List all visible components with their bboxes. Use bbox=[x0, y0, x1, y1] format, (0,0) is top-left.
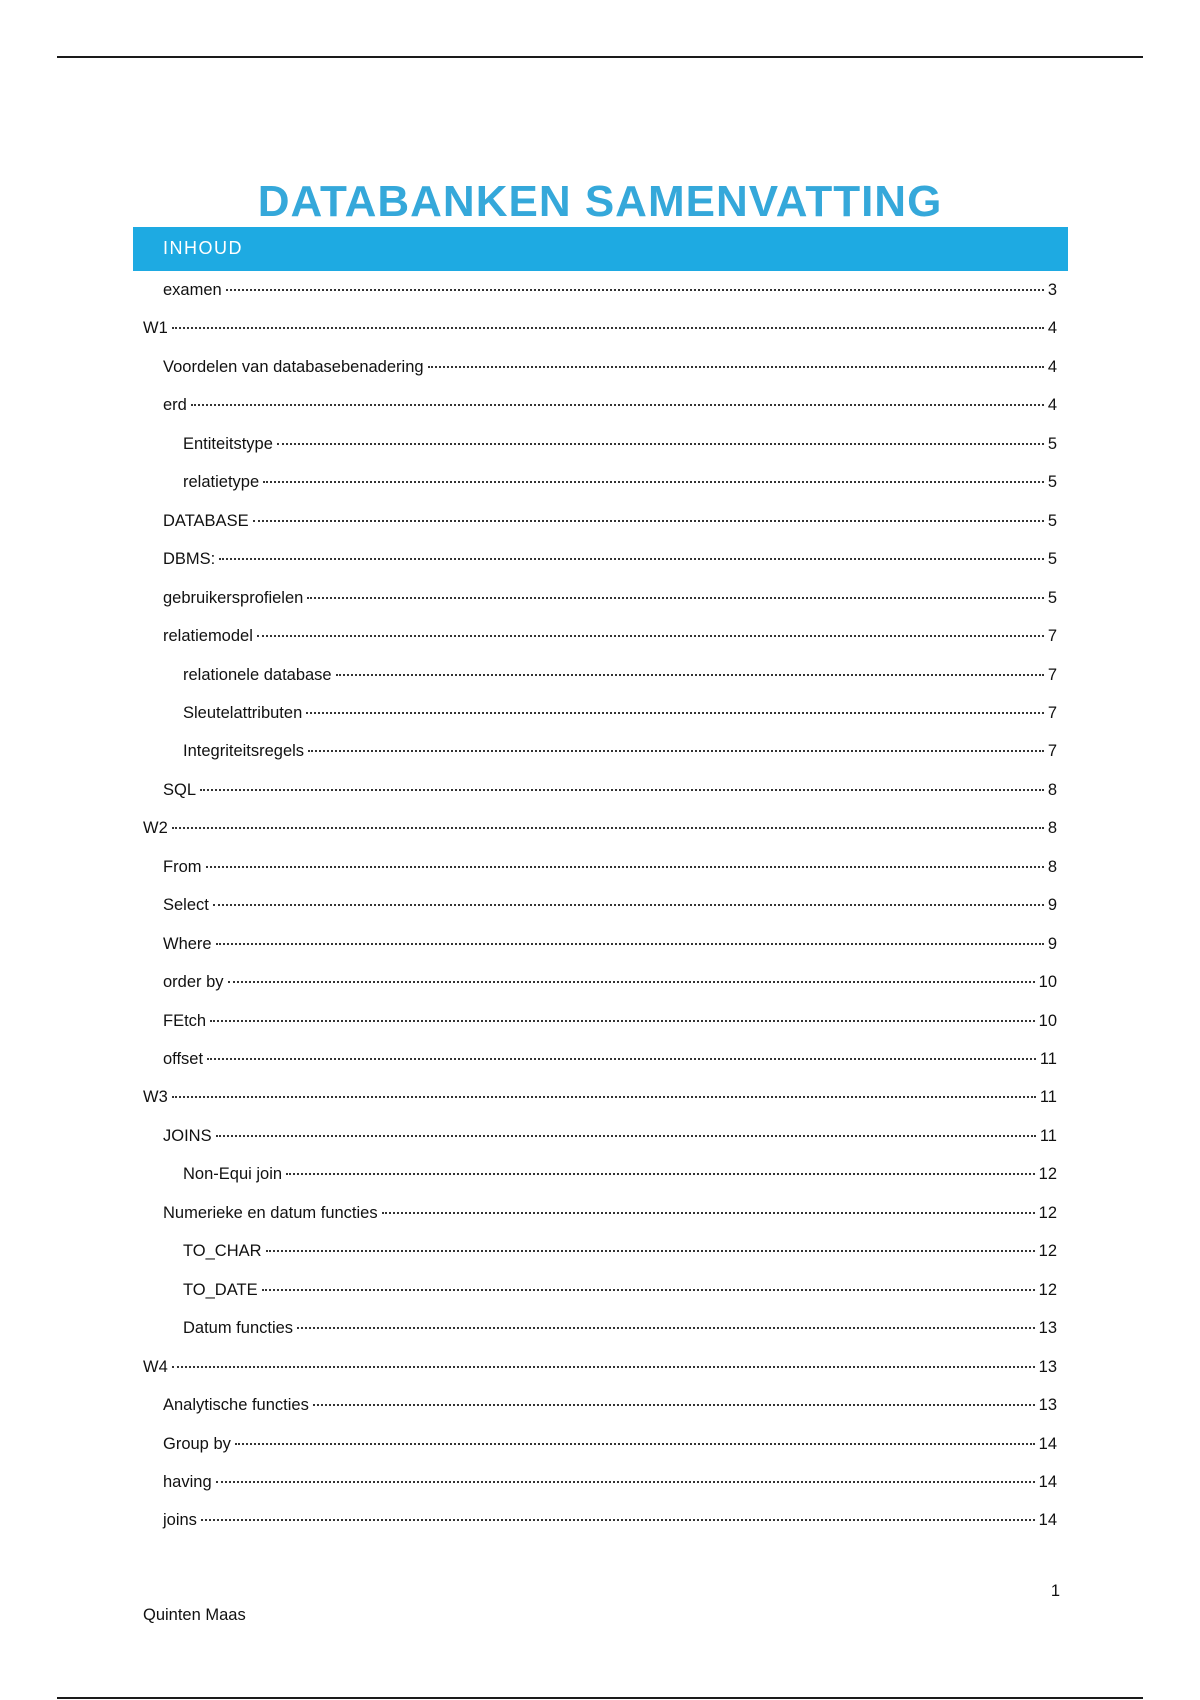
toc-entry-page: 12 bbox=[1038, 1203, 1057, 1222]
toc-entry-label: W1 bbox=[143, 319, 168, 338]
toc-entry-label: W3 bbox=[143, 1088, 168, 1107]
toc-entry[interactable] bbox=[163, 1396, 1057, 1420]
toc-entry-page: 13 bbox=[1038, 1357, 1057, 1376]
toc-entry-page: 5 bbox=[1047, 434, 1057, 453]
document-title: DATABANKEN SAMENVATTING bbox=[257, 177, 943, 227]
toc-entry[interactable] bbox=[163, 1435, 1057, 1459]
toc-entry-page: 12 bbox=[1038, 1165, 1057, 1184]
toc-entry[interactable] bbox=[183, 704, 1057, 728]
toc-entry-label: relationele database bbox=[183, 665, 332, 684]
toc-entry-page: 3 bbox=[1047, 281, 1057, 299]
toc-entry[interactable] bbox=[143, 319, 1057, 343]
toc-leader-dots bbox=[210, 1020, 1035, 1022]
toc-entry-label: offset bbox=[163, 1050, 204, 1068]
toc-leader-dots bbox=[336, 674, 1044, 676]
toc-entry-label: erd bbox=[163, 396, 187, 415]
toc-leader-dots bbox=[172, 1366, 1035, 1368]
toc-entry-label: DATABASE bbox=[163, 511, 249, 530]
toc-leader-dots bbox=[297, 1327, 1035, 1329]
toc-entry-page: 8 bbox=[1047, 819, 1057, 838]
toc-leader-dots bbox=[235, 1443, 1035, 1445]
toc-entry-label: relatietype bbox=[183, 473, 260, 492]
toc-entry-label: Sleutelattributen bbox=[183, 703, 303, 722]
toc-entry[interactable] bbox=[163, 358, 1057, 382]
toc-leader-dots bbox=[277, 443, 1044, 445]
toc-entry[interactable] bbox=[183, 666, 1057, 690]
toc-leader-dots bbox=[200, 789, 1044, 791]
toc-entry-page: 11 bbox=[1039, 1126, 1057, 1145]
toc-entry-page: 14 bbox=[1038, 1472, 1057, 1491]
footer-rule bbox=[57, 1697, 1143, 1699]
toc-leader-dots bbox=[253, 520, 1044, 522]
toc-entry-page: 10 bbox=[1038, 1011, 1057, 1030]
toc-entry[interactable] bbox=[183, 1281, 1057, 1305]
page-number: 1 bbox=[1050, 1582, 1060, 1600]
toc-entry-label: Integriteitsregels bbox=[183, 742, 305, 761]
toc-entry[interactable] bbox=[183, 1165, 1057, 1189]
toc-leader-dots bbox=[207, 1058, 1036, 1060]
toc-entry-page: 14 bbox=[1038, 1511, 1057, 1530]
toc-entry-page: 5 bbox=[1047, 588, 1057, 607]
toc-entry[interactable] bbox=[163, 396, 1057, 420]
toc-entry[interactable] bbox=[163, 589, 1057, 613]
toc-leader-dots bbox=[219, 558, 1044, 560]
toc-entry-label: joins bbox=[163, 1511, 197, 1530]
toc-entry-page: 10 bbox=[1038, 973, 1057, 992]
toc-entry-label: Non-Equi join bbox=[183, 1165, 283, 1184]
toc-leader-dots bbox=[313, 1404, 1035, 1406]
toc-entry-label: Select bbox=[163, 896, 209, 915]
toc-entry-page: 7 bbox=[1047, 703, 1057, 722]
toc-leader-dots bbox=[216, 1481, 1035, 1483]
toc-entry-label: From bbox=[163, 857, 202, 876]
toc-entry-label: gebruikersprofielen bbox=[163, 588, 304, 607]
toc-entry[interactable] bbox=[163, 1012, 1057, 1036]
toc-leader-dots bbox=[262, 1289, 1035, 1291]
toc-entry-label: W2 bbox=[143, 819, 168, 838]
toc-entry[interactable] bbox=[183, 742, 1057, 766]
toc-leader-dots bbox=[201, 1519, 1035, 1521]
toc-entry[interactable] bbox=[163, 281, 1057, 305]
toc-leader-dots bbox=[172, 327, 1044, 329]
toc-entry-page: 7 bbox=[1047, 627, 1057, 646]
toc-leader-dots bbox=[216, 943, 1044, 945]
toc-entry-label: Entiteitstype bbox=[183, 434, 273, 453]
toc-entry[interactable] bbox=[183, 435, 1057, 459]
toc-entry-label: FEtch bbox=[163, 1011, 207, 1030]
toc-entry-label: SQL bbox=[163, 780, 197, 799]
toc-entry-page: 13 bbox=[1038, 1396, 1057, 1415]
toc-entry-label: JOINS bbox=[163, 1126, 212, 1145]
toc-leader-dots bbox=[172, 827, 1044, 829]
toc-entry-page: 4 bbox=[1047, 396, 1057, 415]
toc-entry-label: Voordelen van databasebenadering bbox=[163, 357, 424, 376]
toc-entry-label: TO_DATE bbox=[183, 1280, 258, 1299]
toc-entry-label: Group by bbox=[163, 1434, 231, 1453]
toc-entry[interactable] bbox=[143, 1358, 1057, 1382]
toc-entry[interactable] bbox=[183, 1242, 1057, 1266]
toc-entry-page: 8 bbox=[1047, 780, 1057, 799]
toc-entry-page: 9 bbox=[1047, 934, 1057, 953]
toc-entry[interactable] bbox=[163, 1204, 1057, 1228]
toc-heading: INHOUD bbox=[133, 227, 1068, 271]
toc-leader-dots bbox=[263, 481, 1044, 483]
toc-leader-dots bbox=[213, 904, 1044, 906]
toc-entry-label: W4 bbox=[143, 1357, 168, 1376]
toc-entry[interactable] bbox=[163, 1473, 1057, 1497]
toc-leader-dots bbox=[307, 597, 1043, 599]
toc-entry-label: Numerieke en datum functies bbox=[163, 1203, 378, 1222]
toc-entry[interactable] bbox=[163, 781, 1057, 805]
toc-entry-page: 12 bbox=[1038, 1242, 1057, 1261]
toc-entry[interactable] bbox=[163, 1511, 1057, 1535]
toc-entry-label: Analytische functies bbox=[163, 1396, 309, 1415]
toc-entry-page: 12 bbox=[1038, 1280, 1057, 1299]
toc-entry-label: DBMS: bbox=[163, 550, 216, 569]
toc-entry[interactable] bbox=[143, 1088, 1057, 1112]
toc-leader-dots bbox=[308, 750, 1044, 752]
toc-entry[interactable] bbox=[163, 512, 1057, 536]
toc-entry-page: 4 bbox=[1047, 357, 1057, 376]
toc-leader-dots bbox=[382, 1212, 1035, 1214]
toc-entry[interactable] bbox=[163, 935, 1057, 959]
toc-entry-page: 11 bbox=[1039, 1088, 1057, 1107]
toc-entry[interactable] bbox=[163, 973, 1057, 997]
toc-entry[interactable] bbox=[183, 473, 1057, 497]
toc-entry-page: 7 bbox=[1047, 665, 1057, 684]
toc-entry-label: Where bbox=[163, 934, 212, 953]
toc-leader-dots bbox=[306, 712, 1044, 714]
toc-entry[interactable] bbox=[163, 1050, 1057, 1074]
toc-entry-page: 14 bbox=[1038, 1434, 1057, 1453]
toc-entry-page: 5 bbox=[1047, 511, 1057, 530]
toc-leader-dots bbox=[286, 1173, 1035, 1175]
toc-entry-label: Datum functies bbox=[183, 1319, 294, 1338]
toc-entry[interactable] bbox=[183, 1319, 1057, 1343]
toc-leader-dots bbox=[206, 866, 1044, 868]
toc-leader-dots bbox=[257, 635, 1044, 637]
toc-leader-dots bbox=[172, 1096, 1036, 1098]
toc-leader-dots bbox=[428, 366, 1044, 368]
toc-entry-page: 11 bbox=[1039, 1050, 1057, 1068]
toc-entry[interactable] bbox=[143, 819, 1057, 843]
toc-entry[interactable] bbox=[163, 858, 1057, 882]
toc-entry-label: having bbox=[163, 1472, 212, 1491]
toc-leader-dots bbox=[266, 1250, 1035, 1252]
toc-leader-dots bbox=[226, 289, 1044, 291]
toc-entry[interactable] bbox=[163, 627, 1057, 651]
toc-entry-page: 4 bbox=[1047, 319, 1057, 338]
toc-entry[interactable] bbox=[163, 550, 1057, 574]
toc-entry[interactable] bbox=[163, 1127, 1057, 1151]
toc-leader-dots bbox=[228, 981, 1035, 983]
toc-entry-label: TO_CHAR bbox=[183, 1242, 262, 1261]
toc-entry-page: 9 bbox=[1047, 896, 1057, 915]
toc-leader-dots bbox=[216, 1135, 1036, 1137]
toc-leader-dots bbox=[191, 404, 1044, 406]
toc-entry-page: 7 bbox=[1047, 742, 1057, 761]
toc-entry-page: 5 bbox=[1047, 473, 1057, 492]
toc-entry[interactable] bbox=[163, 896, 1057, 920]
toc-entry-label: relatiemodel bbox=[163, 627, 253, 646]
toc-entry-page: 5 bbox=[1047, 550, 1057, 569]
toc-entry-label: examen bbox=[163, 281, 222, 299]
toc-entry-page: 8 bbox=[1047, 857, 1057, 876]
footer-author: Quinten Maas bbox=[143, 1606, 246, 1624]
toc-entry-label: order by bbox=[163, 973, 224, 992]
toc-entry-page: 13 bbox=[1038, 1319, 1057, 1338]
